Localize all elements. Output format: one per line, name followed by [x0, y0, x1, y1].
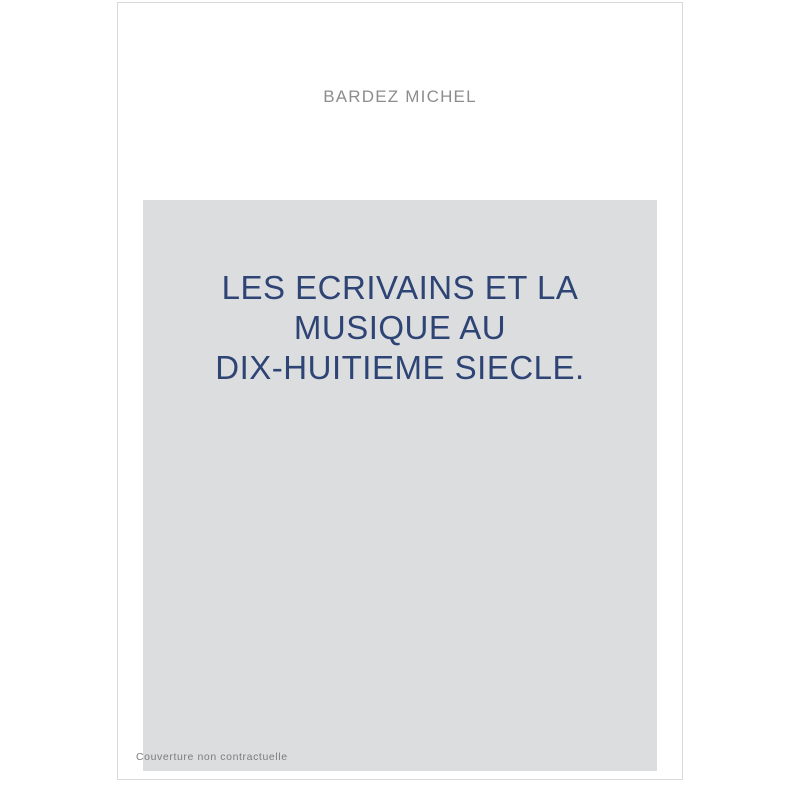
book-title-line-2: MUSIQUE AU: [293, 309, 507, 346]
author-name: BARDEZ MICHEL: [323, 87, 477, 106]
cover-illustration: [143, 200, 657, 771]
book-title-line-1: LES ECRIVAINS ET LA: [221, 269, 579, 306]
book-cover: [117, 2, 683, 780]
book-title-line-3: DIX-HUITIEME SIECLE.: [215, 349, 585, 386]
book-title: [143, 268, 657, 388]
cover-disclaimer: Couverture non contractuelle: [136, 751, 288, 763]
